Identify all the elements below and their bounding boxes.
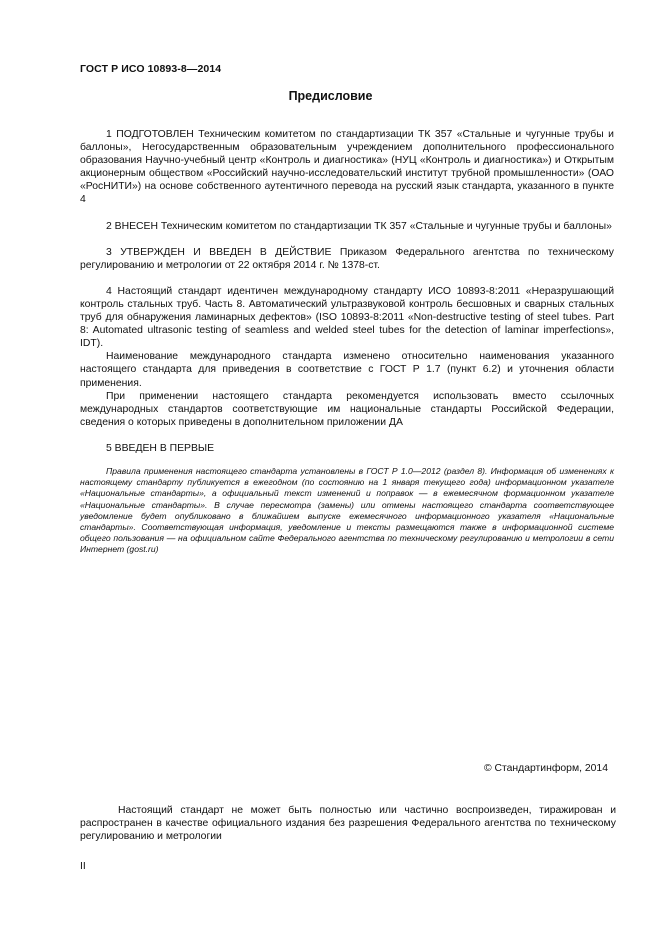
section-4-rename: Наименование международного стандарта изменено относительно наименования указанного настоящего стандарта для приведения в соответствие с ГОСТ Р 1.7 (пункт 6.2) и уточнения области применения. bbox=[80, 351, 614, 389]
document-code: ГОСТ Р ИСО 10893-8—2014 bbox=[80, 63, 222, 75]
section-1: 1 ПОДГОТОВЛЕН Техническим комитетом по стандартизации ТК 357 «Стальные и чугунные трубы и баллоны», Негосударственным образовательным учреждением дополнительного профессионального образования Научно-учебный центр «Контроль и диагностика» (НУЦ «Контроль и диагностика») и Открытым акционерным обществом «Российский научно-исследовательский институт трубной промышленности» (ОАО «РосНИТИ») на основе собственного аутентичного перевода на русский язык стандарта, указанного в пункте 4 bbox=[80, 129, 614, 206]
section-4-references: При применении настоящего стандарта рекомендуется использовать вместо ссылочных международных стандартов соответствующие им национальные стандарты Российской Федерации, сведения о которых приведены в дополнительном приложении ДА bbox=[80, 390, 614, 428]
page-title: Предисловие bbox=[288, 89, 373, 103]
preface-body bbox=[80, 128, 614, 556]
copyright-line: © Стандартинформ, 2014 bbox=[483, 763, 608, 774]
section-4: 4 Настоящий стандарт идентичен международному стандарту ИСО 10893-8:2011 «Неразрушающий контроль стальных труб. Часть 8. Автоматический ультразвуковой контроль бесшовных и сварных стальных труб для обнаружения ламинарных дефектов» (ISO 10893-8:2011 «Non-destructive testing of steel tubes. Part 8: Automated ultrasonic testing of seamless and welded steel tubes for the detection of laminar imperfections», IDT). bbox=[80, 285, 614, 350]
section-2: 2 ВНЕСЕН Техническим комитетом по стандартизации ТК 357 «Стальные и чугунные трубы и баллоны» bbox=[106, 220, 612, 232]
section-3: 3 УТВЕРЖДЕН И ВВЕДЕН В ДЕЙСТВИЕ Приказом Федерального агентства по техническому регулированию и метрологии от 22 октября 2014 г. № 1378-ст. bbox=[80, 246, 614, 271]
reproduction-notice: Настоящий стандарт не может быть полностью или частично воспроизведен, тиражирован и распространен в качестве официального издания без разрешения Федерального агентства по техническому регулированию и метрологии bbox=[80, 805, 616, 843]
application-rules-note: Правила применения настоящего стандарта установлены в ГОСТ Р 1.0—2012 (раздел 8). Информация об изменениях к настоящему стандарту публикуется в ежегодном (по состоянию на 1 января текущего года) информационном указателе «Национальные стандарты», а официальный текст изменений и поправок — в ежемесячном формационном указателе «Национальные стандарты». В случае пересмотра (замены) или отмены настоящего стандарта соответствующее уведомление будет опубликовано в ближайшем выпуске ежемесячного информационного указателя «Национальные стандарты». Соответствующая информация, уведомление и тексты размещаются также в информационной системе общего пользования — на официальном сайте Федерального агентства по техническому регулированию и метрологии в сети Интернет (gost.ru) bbox=[80, 465, 614, 555]
section-5: 5 ВВЕДЕН В ПЕРВЫЕ bbox=[106, 442, 215, 454]
page-number: II bbox=[80, 861, 86, 872]
